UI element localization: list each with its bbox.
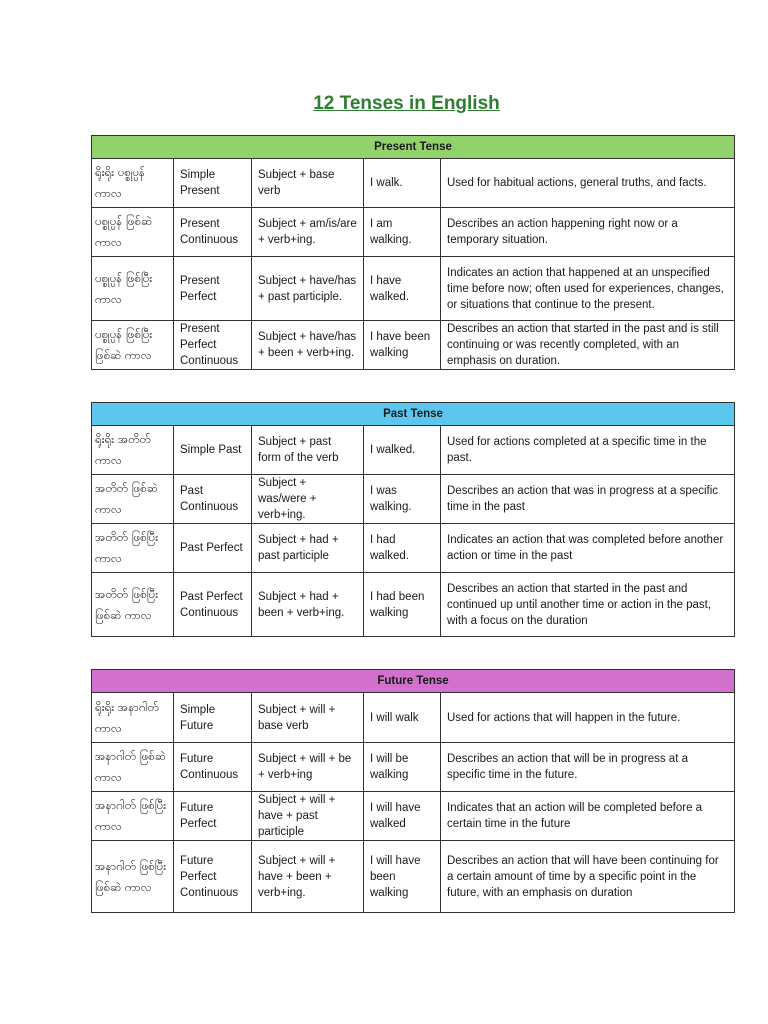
table-row [92,693,735,743]
past-tense-table [91,402,735,637]
tense-name: Future Continuous [174,743,252,792]
tense-usage: Used for actions that will happen in the future. [441,693,735,743]
table-row [92,792,735,841]
table-row [92,208,735,257]
burmese-name: အတိတ် ဖြစ်ပြီး ကာလ [92,524,174,573]
tense-form: Subject + had + past participle [252,524,364,573]
tense-form: Subject + have/has + past participle. [252,257,364,321]
tense-name: Simple Past [174,426,252,475]
tense-usage: Used for actions completed at a specific time in the past. [441,426,735,475]
table-row [92,257,735,321]
tense-form: Subject + base verb [252,159,364,208]
tense-form: Subject + was/were + verb+ing. [252,475,364,524]
tense-usage: Indicates that an action will be completed before a certain time in the future [441,792,735,841]
tense-usage: Indicates an action that happened at an unspecified time before now; often used for experiences, changes, or situations that continue to the present. [441,257,735,321]
present-tense-table [91,135,735,370]
tense-example: I am walking. [364,208,441,257]
tense-usage: Describes an action happening right now or a temporary situation. [441,208,735,257]
tense-name: Simple Present [174,159,252,208]
table-row [92,426,735,475]
tense-usage: Describes an action that started in the past and continued up until another time or action in the past, with a focus on the duration [441,573,735,637]
tense-form: Subject + have/has + been + verb+ing. [252,321,364,370]
tense-form: Subject + will + be + verb+ing [252,743,364,792]
tense-name: Simple Future [174,693,252,743]
burmese-name: အနာဂါတ် ဖြစ်ဆဲ ကာလ [92,743,174,792]
tense-example: I have been walking [364,321,441,370]
tense-form: Subject + past form of the verb [252,426,364,475]
tense-name: Present Continuous [174,208,252,257]
table-row [92,841,735,913]
tense-usage: Describes an action that was in progress at a specific time in the past [441,475,735,524]
burmese-name: အနာဂါတ် ဖြစ်ပြီး ဖြစ်ဆဲ ကာလ [92,841,174,913]
tense-name: Past Continuous [174,475,252,524]
future-tense-table [91,669,735,913]
burmese-name: ပစ္စုပ္ပန် ဖြစ်ဆဲ ကာလ [92,208,174,257]
table-row [92,321,735,370]
table-row [92,475,735,524]
table-row [92,524,735,573]
tense-example: I will have been walking [364,841,441,913]
past-tense-header: Past Tense [92,403,735,426]
tense-form: Subject + will + base verb [252,693,364,743]
tense-name: Past Perfect Continuous [174,573,252,637]
tense-form: Subject + will + have + past participle [252,792,364,841]
burmese-name: ပစ္စုပ္ပန် ဖြစ်ပြီး ဖြစ်ဆဲ ကာလ [92,321,174,370]
tense-usage: Used for habitual actions, general truths, and facts. [441,159,735,208]
tense-example: I had walked. [364,524,441,573]
burmese-name: ရိုးရိုး ပစ္စုပ္ပန် ကာလ [92,159,174,208]
burmese-name: အတိတ် ဖြစ်ပြီး ဖြစ်ဆဲ ကာလ [92,573,174,637]
tense-usage: Describes an action that started in the past and is still continuing or was recently completed, with an emphasis on duration. [441,321,735,370]
page-title: 12 Tenses in English [313,93,500,114]
tense-form: Subject + had + been + verb+ing. [252,573,364,637]
tense-example: I will walk [364,693,441,743]
tense-example: I walked. [364,426,441,475]
burmese-name: ပစ္စုပ္ပန် ဖြစ်ပြီး ကာလ [92,257,174,321]
tense-example: I have walked. [364,257,441,321]
future-tense-header: Future Tense [92,670,735,693]
table-row [92,743,735,792]
tense-example: I will have walked [364,792,441,841]
tense-name: Past Perfect [174,524,252,573]
tense-name: Present Perfect [174,257,252,321]
tense-name: Present Perfect Continuous [174,321,252,370]
table-row [92,159,735,208]
table-row [92,573,735,637]
burmese-name: ရိုးရိုး အတိတ် ကာလ [92,426,174,475]
tense-form: Subject + am/is/are + verb+ing. [252,208,364,257]
present-tense-header: Present Tense [92,136,735,159]
tense-usage: Describes an action that will be in progress at a specific time in the future. [441,743,735,792]
tense-example: I walk. [364,159,441,208]
tense-example: I had been walking [364,573,441,637]
burmese-name: အနာဂါတ် ဖြစ်ပြီး ကာလ [92,792,174,841]
tense-name: Future Perfect Continuous [174,841,252,913]
burmese-name: ရိုးရိုး အနာဂါတ် ကာလ [92,693,174,743]
tense-form: Subject + will + have + been + verb+ing. [252,841,364,913]
tense-name: Future Perfect [174,792,252,841]
tense-usage: Indicates an action that was completed before another action or time in the past [441,524,735,573]
tense-usage: Describes an action that will have been continuing for a certain amount of time by a specific point in the future, with an emphasis on duration [441,841,735,913]
burmese-name: အတိတ် ဖြစ်ဆဲ ကာလ [92,475,174,524]
tense-example: I was walking. [364,475,441,524]
tense-example: I will be walking [364,743,441,792]
